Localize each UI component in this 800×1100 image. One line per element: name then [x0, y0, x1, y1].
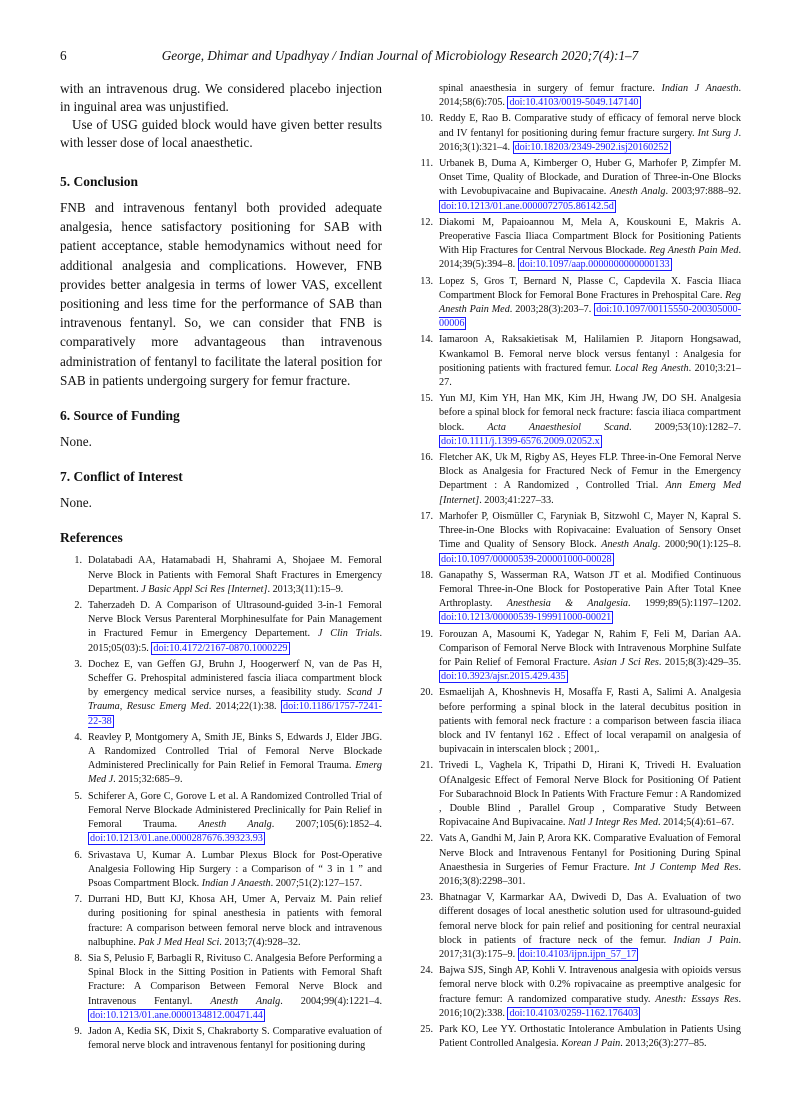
doi-link[interactable]: doi:10.1213/01.ane.0000287676.39323.93	[90, 833, 263, 845]
reference-number: 10.	[420, 113, 433, 125]
reference-item	[411, 510, 741, 567]
doi-link[interactable]: doi:10.1213/01.ane.0000072705.86142.5d	[441, 200, 614, 212]
right-column	[411, 82, 741, 1053]
reference-details: . 2016;10(2):338.	[439, 993, 741, 1019]
reference-text: Dochez E, van Geffen GJ, Bruhn J, Hoogerwerf N, van de Pas H, Scheffer G. Prehospital administered fascia iliaca compartment block by emergency medical service nurses, a feasibility study.	[88, 658, 382, 699]
reference-details: . 2000;90(1):125–8.	[657, 539, 741, 551]
reference-journal: Reg Anesth Pain Med	[649, 245, 739, 257]
reference-item	[411, 891, 741, 962]
reference-item	[411, 112, 741, 155]
reference-details: . 2013;3(11):15–9.	[267, 583, 344, 595]
reference-text: Urbanek B, Duma A, Kimberger O, Huber G, Marhofer P, Zimpfer M. Onset Time, Quality of Blockade, and Duration of Three-in-One Blocks with Levobupivacaine and Bupivacaine.	[439, 158, 741, 198]
reference-text: Dolatabadi AA, Hatamabadi H, Shahrami A, Shojaee M. Femoral Nerve Block in Patients with Femoral Shaft Fractures in Emergency Department.	[88, 555, 382, 595]
doi-link[interactable]: doi:10.1111/j.1399-6576.2009.02052.x	[441, 435, 600, 447]
usg-paragraph: Use of USG guided block would have given better results with lesser dose of local anaesthetic.	[60, 117, 382, 150]
reference-journal: Indian J Anaesth	[661, 83, 739, 94]
reference-item	[411, 392, 741, 449]
reference-journal: Emerg Med J	[88, 760, 382, 786]
reference-number: 8.	[74, 952, 82, 964]
reference-text: Bhatnagar V, Karmarkar AA, Dwivedi D, Das A. Evaluation of two different dosages of local anesthetic solution used for ultrasound-guided femoral nerve block for pain relief and positioning for central neuraxial block in patients of fracture neck of the femur.	[439, 892, 741, 946]
funding-heading: 6. Source of Funding	[60, 408, 180, 424]
doi-link[interactable]: doi:10.1097/00115550-200305000-00006	[439, 304, 741, 330]
reference-number: 11.	[420, 158, 433, 170]
doi-link[interactable]: doi:10.4103/ijpn.ijpn_57_17	[519, 948, 637, 960]
reference-number: 24.	[420, 965, 433, 977]
intro-paragraph: with an intravenous drug. We considered placebo injection in inguinal area was unjustified.	[60, 81, 382, 114]
left-column	[60, 80, 382, 1055]
reference-text: Yun MJ, Kim YH, Han MK, Kim JH, Hwang JW, DO SH. Analgesia before a spinal block for femoral neck fracture: fascia iliaca compartment block.	[439, 393, 741, 433]
reference-details: . 2004;99(4):1221–4.	[280, 995, 382, 1007]
reference-item	[411, 569, 741, 626]
reference-details: . 2010;3:21–27.	[439, 362, 742, 389]
references-heading: References	[60, 530, 123, 546]
reference-details: . 2003;28(3):203–7.	[509, 304, 595, 316]
reference-item	[60, 952, 382, 1023]
doi-link[interactable]: doi:10.3923/ajsr.2015.429.435	[441, 671, 566, 683]
reference-journal: Int Surg J	[697, 127, 739, 139]
reference-journal: Ann Emerg Med [Internet]	[439, 480, 741, 506]
reference-details: . 2015;05(03):5.	[88, 628, 382, 654]
reference-item	[60, 849, 382, 892]
running-title: George, Dhimar and Upadhyay / Indian Journal of Microbiology Research 2020;7(4):1–7	[161, 48, 639, 63]
reference-journal: Int J Contemp Med Res	[634, 861, 739, 873]
reference-number: 21.	[420, 760, 433, 772]
reference-text: Fletcher AK, Uk M, Rigby AS, Heyes FLP. Three-in-One Femoral Nerve Block as Analgesia for Fractured Neck of Femur in the Emergency Department : A Randomized , Controlled Trial.	[439, 452, 741, 492]
reference-item	[60, 893, 382, 950]
reference-journal: Indian J Anaesth	[201, 877, 271, 889]
reference-journal: Asian J Sci Res	[593, 656, 659, 668]
reference-details: . 2017;31(3):175–9.	[439, 934, 741, 960]
reference-item	[411, 82, 741, 110]
reference-item	[411, 832, 741, 889]
reference-text: Jadon A, Kedia SK, Dixit S, Chakraborty S. Comparative evaluation of femoral nerve block and intravenous fentanyl for positioning during	[88, 1025, 382, 1052]
reference-details: . 2014;22(1):38.	[208, 701, 282, 713]
reference-text: Marhofer P, Oismüller C, Faryniak B, Sitzwohl C, Mayer N, Kapral S. Three-in-One Blocks with Ropivacaine: Evaluation of Sensory Onset Time and Quality of Sensory Block.	[439, 510, 741, 551]
reference-details: . 2014;39(5):394–8.	[439, 245, 741, 271]
reference-item	[411, 759, 741, 830]
reference-number: 25.	[420, 1024, 433, 1035]
doi-link[interactable]: doi:10.1186/1757-7241-22-38	[88, 701, 382, 727]
reference-number: 6.	[74, 849, 82, 861]
reference-text: Park KO, Lee YY. Orthostatic Intolerance Ambulation in Patients Using Patient Controlled Analgesia.	[439, 1024, 741, 1050]
reference-journal: Reg Anesth Pain Med	[439, 289, 741, 316]
reference-item	[411, 628, 741, 685]
reference-item	[60, 790, 382, 847]
reference-details: . 2007;51(2):127–157.	[270, 877, 363, 889]
reference-journal: Natl J Integr Res Med	[568, 817, 658, 829]
page-header	[60, 48, 740, 68]
reference-number: 19.	[420, 628, 433, 640]
reference-number: 1.	[74, 555, 82, 567]
reference-item	[411, 216, 741, 273]
page-number: 6	[60, 48, 67, 63]
reference-details: . 2003;97:888–92.	[665, 186, 741, 198]
reference-item	[411, 1023, 741, 1051]
reference-journal: Local Reg Anesth	[615, 362, 689, 374]
doi-link[interactable]: doi:10.1097/aap.0000000000000133	[519, 259, 670, 271]
reference-details: . 2014;5(4):61–67.	[657, 817, 735, 829]
reference-number: 14.	[420, 334, 433, 346]
reference-journal: J Clin Trials	[317, 628, 380, 640]
reference-item	[60, 554, 382, 597]
funding-text: None.	[60, 434, 92, 450]
reference-text: Vats A, Gandhi M, Jain P, Arora KK. Comparative Evaluation of Femoral Nerve Block and Intravenous Fentanyl for Positioning During Spinal Anaesthesia in Surgeries of Femur Fracture.	[439, 833, 741, 873]
reference-text: Durrani HD, Butt KJ, Khosa AH, Umer A, Pervaiz M. Pain relief during positioning for spinal anesthesia in patients with femoral fracture: A comparison between femoral nerve block and intravenous nalbuphine.	[88, 894, 382, 948]
reference-text: Taherzadeh D. A Comparison of Ultrasound-guided 3-in-1 Femoral Nerve Block Versus Parenteral Morphinesulfate for Pain Management in Fractured Femur in Emergency Departement.	[88, 600, 382, 640]
conflict-text: None.	[60, 495, 92, 511]
reference-text: Schiferer A, Gore C, Gorove L et al. A Randomized Controlled Trial of Femoral Nerve Blockade Administered Preclinically for Pain Relief in Femoral Trauma.	[88, 790, 382, 831]
reference-journal: Korean J Pain	[561, 1038, 621, 1050]
reference-item	[411, 275, 741, 332]
reference-number: 3.	[74, 658, 82, 670]
reference-item	[60, 599, 382, 656]
doi-link[interactable]: doi:10.4103/0259-1162.176403	[509, 1007, 639, 1019]
reference-journal: Anesth Analg	[609, 186, 666, 198]
reference-journal: Anesth Analg	[601, 539, 658, 551]
reference-journal: Anesth: Essays Res	[655, 993, 739, 1005]
reference-text: Iamaroon A, Raksakietisak M, Halilamien P. Jitaporn Hongsawad, Kwankamol B. Femoral nerve block versus fentanyl : Analgesia for positioning patients with fractured femur.	[439, 334, 741, 374]
reference-number: 16.	[420, 452, 433, 464]
reference-text: Diakomi M, Papaioannou M, Mela A, Kouskouni E, Makris A. Preoperative Fascia Iliaca Compartment Block for Positioning Patients With Hip Fractures for Central Nervous Blockade.	[439, 216, 741, 257]
reference-number: 9.	[74, 1025, 82, 1037]
reference-journal: Anesth Analg	[210, 995, 281, 1007]
reference-item	[411, 333, 741, 390]
reference-text: Bajwa SJS, Singh AP, Kohli V. Intravenous analgesia with opioids versus femoral nerve block with 0.2% ropivacaine as preemptive analgesic for fracture femur: A randomized comparative study.	[439, 965, 741, 1005]
reference-details: . 2013;26(3):277–85.	[620, 1038, 707, 1050]
reference-number: 5.	[74, 790, 82, 802]
conclusion-text: FNB and intravenous fentanyl both provided adequate analgesia, hence satisfactory positioning for SAB with patient acceptance, stable hemodynamics without need for additional analgesia and complications. However, FNB provides better analgesia in terms of lower VAS, excellent positioning and less time for the performance of SAB than intravenous fentanyl. So, we can consider that FNB is comparatively more advantageous than intravenous administration of fentanyl to facilitate the lateral position for SAB in patients undergoing surgery for femur fracture.	[60, 200, 382, 388]
reference-journal: Indian J Pain	[673, 934, 739, 946]
doi-link[interactable]: doi:10.4172/2167-0870.1000229	[153, 642, 288, 654]
references-list-right	[411, 82, 741, 1051]
reference-item	[60, 731, 382, 788]
reference-text: Srivastava U, Kumar A. Lumbar Plexus Block for Post-Operative Analgesia Following Hip Surgery : a Comparison of “ 3 in 1 ” and Psoas Compartment Block.	[88, 849, 382, 889]
reference-details: . 2016;3(1):321–4.	[439, 127, 741, 153]
reference-number: 12.	[420, 216, 433, 228]
reference-number: 18.	[420, 569, 433, 581]
doi-link[interactable]: doi:10.1097/00000539-200001000-00028	[441, 553, 612, 565]
reference-journal: Anesthesia & Analgesia	[506, 598, 628, 610]
reference-number: 15.	[420, 393, 433, 405]
reference-details: . 2013;7(4):928–32.	[219, 936, 301, 948]
reference-details: . 2003;41:227–33.	[479, 494, 554, 506]
reference-item	[411, 157, 741, 214]
reference-text: Forouzan A, Masoumi K, Yadegar N, Rahim F, Feli M, Darian AA. Comparison of Femoral Nerve Block with Intravenous Morphine Sulfate for Pain Relief of Femoral Fracture.	[439, 628, 741, 668]
reference-text: Trivedi L, Vaghela K, Tripathi D, Hirani K, Trivedi H. Evaluation OfAnalgesic Effect of Femoral Nerve Block for Positioning Of Patient For Subarachnoid Block In Patients With Fracture Femur : A Randomized , Double Blind , Parallel Group , Comparative Study Between Ropivacaine And Bupivacaine.	[439, 760, 741, 829]
reference-details: . 2009;53(10):1282–7.	[629, 421, 741, 433]
reference-text: Lopez S, Gros T, Bernard N, Plasse C, Capdevila X. Fascia Iliaca Compartment Block for Femoral Bone Fractures in Prehospital Care.	[439, 275, 741, 301]
reference-number: 22.	[420, 833, 433, 845]
reference-number: 20.	[420, 687, 433, 699]
reference-journal: Scand J Trauma, Resusc Emerg Med	[88, 687, 382, 713]
conclusion-heading: 5. Conclusion	[60, 174, 139, 189]
reference-details: . 2014;58(6):705.	[439, 83, 741, 109]
reference-details: . 1999;89(5):1197–1202.	[628, 598, 741, 610]
reference-details: . 2015;8(3):429–35.	[658, 656, 742, 668]
reference-number: 13.	[420, 275, 433, 287]
doi-link[interactable]: doi:10.1213/01.ane.0000134812.00471.44	[90, 1009, 263, 1021]
reference-journal: Anesth Analg	[198, 819, 272, 831]
reference-text: Sia S, Pelusio F, Barbagli R, Rivituso C. Analgesia Before Performing a Spinal Block in the Sitting Position in Patients with Femoral Shaft Fracture: A Comparison Between Femoral Nerve Block and Intravenous Fentanyl.	[88, 952, 382, 1007]
reference-journal: Acta Anaesthesiol Scand	[487, 421, 630, 433]
reference-text: Reddy E, Rao B. Comparative study of efficacy of femoral nerve block and IV fentanyl for positioning during femur fracture surgery.	[439, 113, 741, 139]
reference-item	[60, 658, 382, 729]
references-list-left	[60, 554, 382, 1053]
reference-text: Esmaelijah A, Khoshnevis H, Mosaffa F, Rasti A, Salimi A. Analgesia before performing a spinal block in the lateral decubitus position in patients with femoral neck fracture : a comparison between fascia iliaca block and IV fentanyl 162 . Effect of local verapamil on analgesia of bupivacain in interscalen block ; 2001,.	[439, 687, 741, 756]
reference-number: 2.	[74, 600, 82, 612]
doi-link[interactable]: doi:10.18203/2349-2902.isj20160252	[514, 141, 669, 153]
reference-number: 17.	[420, 510, 433, 522]
doi-link[interactable]: doi:10.4103/0019-5049.147140	[509, 97, 639, 109]
reference-number: 7.	[74, 894, 82, 906]
reference-item	[60, 1025, 382, 1053]
conflict-heading: 7. Conflict of Interest	[60, 469, 183, 485]
reference-journal: J Basic Appl Sci Res [Internet]	[141, 583, 268, 595]
reference-details: . 2007;105(6):1852–4.	[271, 819, 382, 831]
reference-item	[411, 964, 741, 1021]
reference-text: Ganapathy S, Wasserman RA, Watson JT et al. Modified Continuous Femoral Three-in-One Block for Postoperative Pain After Total Knee Arthroplasty.	[439, 569, 741, 610]
doi-link[interactable]: doi:10.1213/00000539-199911000-00021	[441, 612, 612, 624]
reference-details: . 2015;32:685–9.	[113, 774, 183, 786]
reference-number: 23.	[420, 892, 433, 904]
reference-text: Reavley P, Montgomery A, Smith JE, Binks S, Edwards J, Elder JBG. A Randomized Controlled Trial of Femoral Nerve Blockade Administered Preclinically for Pain Relief in Femoral Trauma.	[88, 731, 382, 772]
reference-text: spinal anaesthesia in surgery of femur fracture.	[439, 83, 662, 94]
reference-details: . 2016;3(8):2298–301.	[439, 861, 742, 887]
reference-item	[411, 686, 741, 757]
reference-journal: Pak J Med Heal Sci	[138, 936, 220, 948]
reference-number: 4.	[74, 731, 82, 743]
reference-item	[411, 451, 741, 508]
